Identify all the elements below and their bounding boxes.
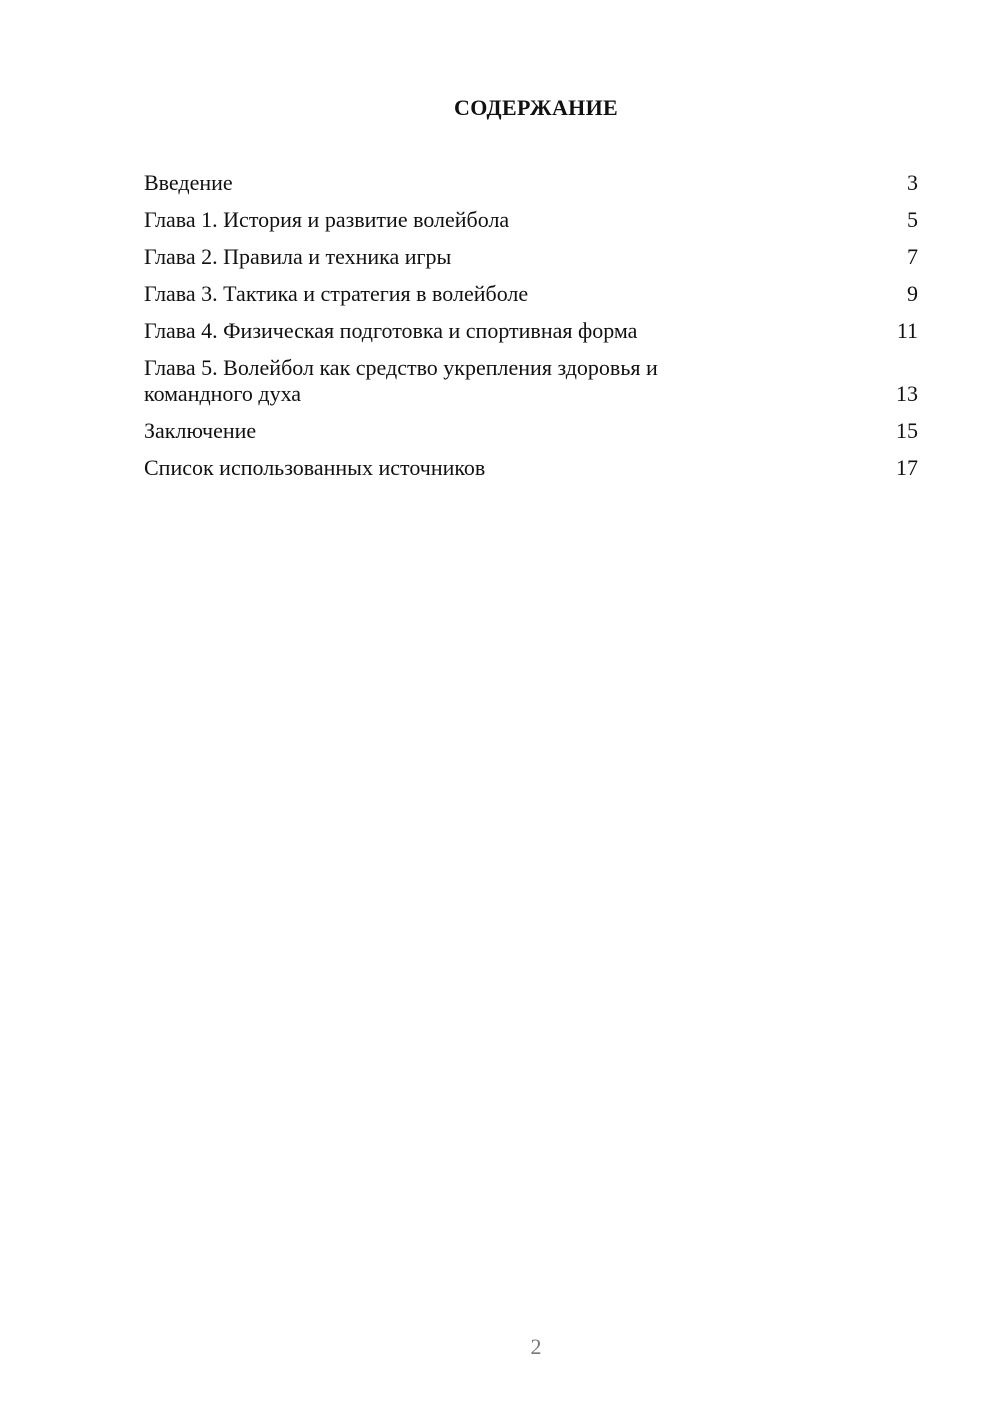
toc-entry-page: 13 bbox=[896, 381, 918, 406]
toc-entry-text: Глава 1. История и развитие волейбола bbox=[144, 207, 510, 232]
toc-entry-page: 15 bbox=[896, 418, 918, 443]
toc-entry-chapter-3[interactable] bbox=[144, 281, 918, 307]
table-of-contents bbox=[144, 170, 918, 492]
toc-entry-text: Глава 4. Физическая подготовка и спортивная форма bbox=[144, 318, 638, 343]
toc-entry-page: 9 bbox=[907, 281, 918, 306]
toc-title: СОДЕРЖАНИЕ bbox=[454, 95, 618, 120]
toc-entry-introduction[interactable] bbox=[144, 170, 918, 196]
page-number: 2 bbox=[530, 1334, 542, 1359]
toc-entry-text: Глава 5. Волейбол как средство укрепления здоровья и командного духа bbox=[144, 355, 658, 406]
toc-entry-page: 5 bbox=[907, 207, 918, 232]
toc-entry-text: Глава 2. Правила и техника игры bbox=[144, 244, 452, 269]
toc-entry-chapter-2[interactable] bbox=[144, 244, 918, 270]
toc-entry-text: Глава 3. Тактика и стратегия в волейболе bbox=[144, 281, 529, 306]
toc-entry-page: 11 bbox=[896, 318, 918, 343]
toc-entry-text: Список использованных источников bbox=[144, 455, 486, 480]
toc-entry-page: 17 bbox=[896, 455, 918, 480]
toc-entry-references[interactable] bbox=[144, 455, 918, 481]
toc-entry-text: Заключение bbox=[144, 418, 257, 443]
toc-entry-chapter-1[interactable] bbox=[144, 207, 918, 233]
toc-entry-text: Введение bbox=[144, 170, 233, 195]
toc-entry-conclusion[interactable] bbox=[144, 418, 918, 444]
toc-entry-page: 7 bbox=[907, 244, 918, 269]
toc-entry-chapter-5[interactable] bbox=[144, 355, 918, 407]
toc-entry-chapter-4[interactable] bbox=[144, 318, 918, 344]
toc-entry-page: 3 bbox=[907, 170, 918, 195]
